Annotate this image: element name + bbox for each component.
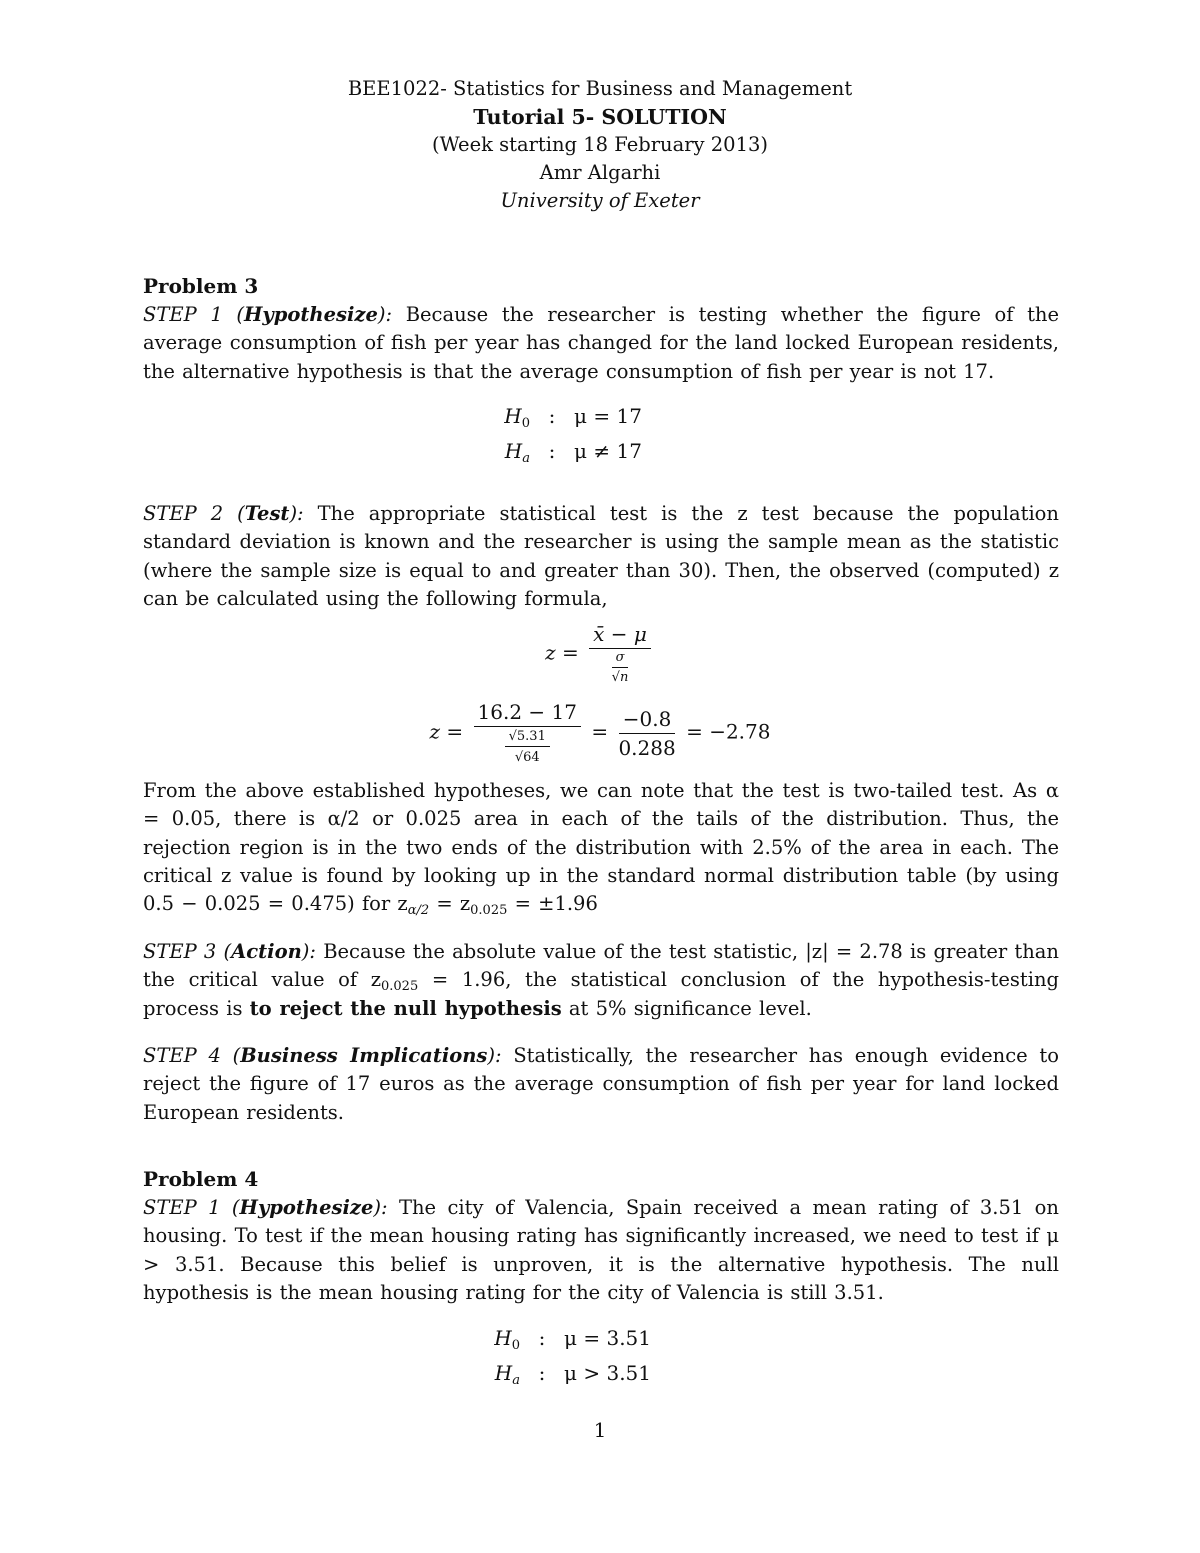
p3-step1-paragraph: STEP 1 (Hypothesize): Because the researcher is testing whether the figure of the average consumption of fish per year has changed for the land locked European residents, the alternative hypothesis is that the average consumption of fish per year is not 17. (143, 303, 1060, 383)
p3-step2-paragraph: STEP 2 (Test): The appropriate statistical test is the z test because the population standard deviation is known and the researcher is using the sample mean as the statistic (where the sample size is equal to and greater than 30). Then, the observed (computed) z can be calculated using the following formula, (143, 502, 1059, 610)
p4-alt-hypothesis: $H_a$ : μ > 3.51 (494, 1361, 652, 1388)
week-line: (Week starting 18 February 2013) (431, 133, 769, 156)
p3-step4-paragraph: STEP 4 (Business Implications): Statistically, the researcher has enough evidence to reject the figure of 17 euros as the average consumption of fish per year for land locked European residents. (143, 1044, 1059, 1124)
p4-null-hypothesis: $H_0$ : μ = 3.51 (494, 1326, 652, 1353)
p3-alt-hypothesis: $H_a$ : μ ≠ 17 (504, 439, 642, 466)
page-number: 1 (593, 1418, 607, 1442)
p3-critical-value-paragraph: From the above established hypotheses, we can note that the test is two-tailed test. As α = 0.05, there is α/2 or 0.025 area in each of the tails of the distribution. Thus, the rejection region is in the two ends of the distribution with 2.5% of the area in each. The critical z value is found by looking up in the standard normal distribution table (by using 0.5 − 0.025 = 0.475) for $z_{\alpha/2} = z_{0.025} = \pm 1.96$ (143, 779, 1059, 919)
p3-step3-paragraph: STEP 3 (Action): Because the absolute value of the test statistic, |z| = 2.78 is greater than the critical value of $z_{0.025} = 1.96$, the statistical conclusion of the hypothesis-testing process is to reject the null hypothesis at 5% significance level. (143, 940, 1059, 1020)
p4-step1-paragraph: STEP 1 (Hypothesize): The city of Valencia, Spain received a mean rating of 3.51 on housing. To test if the mean housing rating has significantly increased, we need to test if μ > 3.51. Because this belief is unproven, it is the alternative hypothesis. The null hypothesis is the mean housing rating for the city of Valencia is still 3.51. (143, 1196, 1059, 1304)
problem-3-heading: Problem 3 (143, 274, 259, 298)
z-calculation: z = $\frac{16.2 - 17}{\frac{√5.31}{√64}}$ = $\frac{-0.8}{0.288}$ = −2.78 (429, 700, 771, 765)
z-formula: z = $\frac{x̄ - \mu}{\frac{\sigma}{√n}}$ (0, 622, 1200, 686)
tutorial-title: Tutorial 5- SOLUTION (473, 105, 727, 129)
problem-4-heading: Problem 4 (143, 1167, 259, 1191)
author-name: Amr Algarhi (539, 161, 661, 184)
affiliation: University of Exeter (500, 189, 700, 212)
course-title: BEE1022- Statistics for Business and Management (347, 77, 853, 100)
p3-null-hypothesis: $H_0$ : μ = 17 (504, 404, 642, 431)
